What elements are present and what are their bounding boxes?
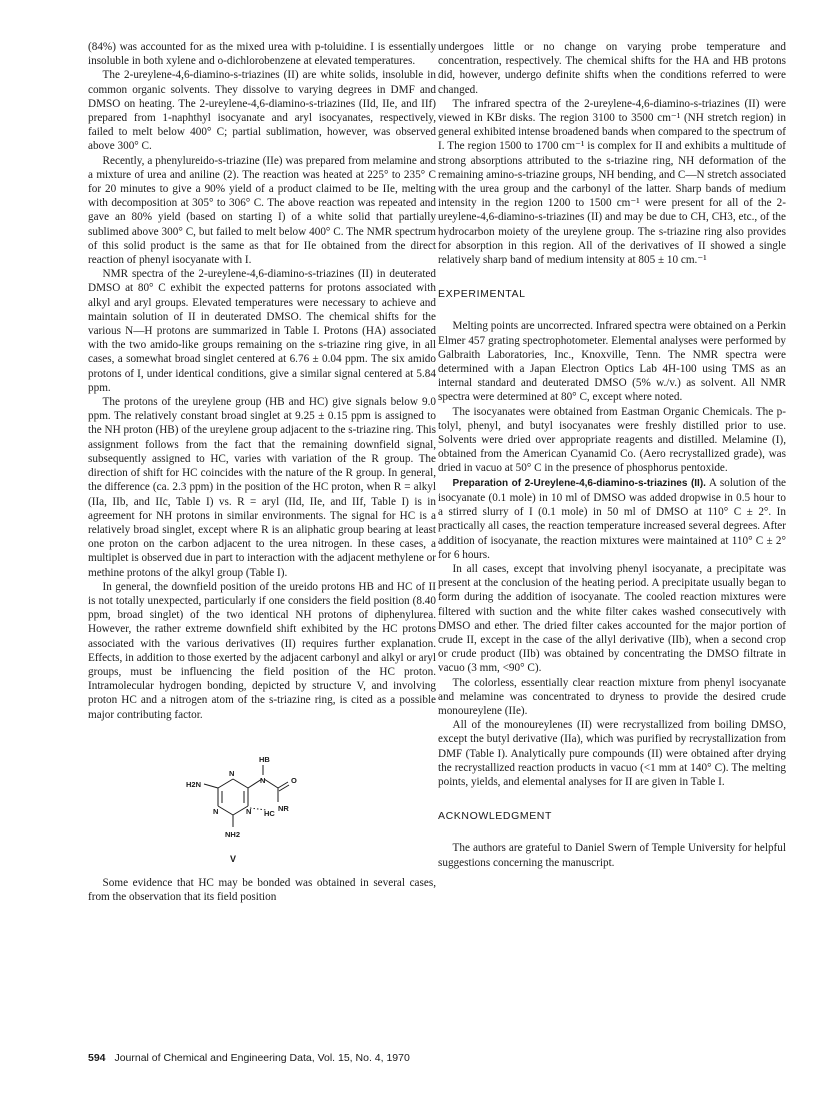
atom-n: N <box>260 775 266 785</box>
paragraph: Some evidence that HC may be bonded was obtained in several cases, from the observation that its field position <box>88 876 436 903</box>
paragraph: The authors are grateful to Daniel Swern of Temple University for helpful suggestions concerning the manuscript. <box>438 842 786 869</box>
atom-n: N <box>229 768 235 778</box>
page-number: 594 <box>88 1052 106 1064</box>
atom-hb: HB <box>259 754 270 764</box>
paragraph <box>438 476 786 562</box>
run-in-heading: Preparation of 2-Ureylene-4,6-diamino-s-triazines (II). <box>452 477 706 489</box>
paragraph: The colorless, essentially clear reaction mixture from phenyl isocyanate and melamine was concentrated to dryness to provide the desired crude monoureylene (IIe). <box>438 676 786 717</box>
bond-line <box>278 782 288 788</box>
bond-line <box>218 806 233 815</box>
bond-line <box>204 784 218 788</box>
paragraph-text: A solution of the isocyanate (0.1 mole) in 10 ml of DMSO was added dropwise in 0.5 hour to a stirred slurry of I (0.1 mole) in 50 ml of DMSO at 110° C ± 2°. In practically all cases, the reaction temperature increased several degrees. After addition of isocyanate, the reaction mixtures were maintained at 110° C ± 2° for 6 hours. <box>438 476 786 561</box>
atom-n: N <box>246 806 252 816</box>
atom-nh2: NH2 <box>225 829 241 839</box>
page-footer <box>88 1052 410 1064</box>
journal-citation: Journal of Chemical and Engineering Data, Vol. 15, No. 4, 1970 <box>114 1052 410 1064</box>
atom-h2n: H2N <box>186 779 202 789</box>
bond-line <box>233 779 248 788</box>
paragraph: The protons of the ureylene group (HB and HC) give signals below 9.0 ppm. The relatively constant broad singlet at 9.25 ± 0.15 ppm is assigned to the NH proton (HB) of the ureylene group adjacent to the s-triazine ring. This assignment follows from the fact that the remaining downfield signal, subsequently assigned to HC, varies with variation of the R group. The direction of shift for HC coincides with the nature of the R group. In general, the difference (ca. 2.3 ppm) in the position of the HC proton, when R = alkyl (IIa, IIb, and IIc, Table I) vs. R = aryl (IId, IIe, and IIf, Table I) is in agreement for NH protons in similar environments. The signal for HC is a relatively broad singlet, except where R is an aliphatic group bearing at least one proton on the carbon adjacent to the urea nitrogen. In these cases, a multiplet is observed due in part to interaction with the adjacent methylene or methine protons of the alkyl group (Table I). <box>88 396 436 579</box>
bond-line <box>218 779 233 788</box>
bond-line <box>264 779 278 788</box>
right-column <box>438 40 786 870</box>
structure-label: V <box>230 853 237 864</box>
paragraph: NMR spectra of the 2-ureylene-4,6-diamino-s-triazines (II) in deuterated DMSO at 80° C exhibit the expected patterns for protons associated with alkyl and aryl groups. Elevated temperatures were necessary to achieve and maintain solution of II in deuterated DMSO. The chemical shifts for the various N—H protons are summarized in Table I. Protons (HA) associated with the two amido-like groups remaining on the s-triazine ring give, in all cases, a somewhat broad singlet centered at 6.76 ± 0.04 ppm. The six amido protons of I, under identical conditions, give a similar signal centered at 5.84 ppm. <box>88 268 436 394</box>
paragraph: The infrared spectra of the 2-ureylene-4,6-diamino-s-triazines (II) were viewed in KBr disks. The region 3100 to 3500 cm⁻¹ (NH stretch region) in general exhibited intense broadened bands when compared to the spectrum of I. The region 1500 to 1700 cm⁻¹ is complex for II and exhibits a multitude of strong absorptions attributed to the s-triazine ring, NH deformation of the remaining amino-s-triazine groups, NH bending, and C—N stretch associated with the urea group and the carbonyl of the latter. Sharp bands of medium intensity in the region 1200 to 1500 cm⁻¹ were present for all of the 2-ureylene-4,6-diamino-s-triazines (II) and may be due to CH, CH3, etc., of the hydrocarbon moiety of the ureylene group. The s-triazine ring also provides for absorption in this region. All of the derivatives of II showed a single relatively sharp band of medium intensity at 805 ± 10 cm.⁻¹ <box>438 97 786 267</box>
chemical-structure-v <box>88 736 436 868</box>
paragraph: The 2-ureylene-4,6-diamino-s-triazines (II) are white solids, insoluble in common organic solvents. They dissolve to varying degrees in DMF and DMSO on heating. The 2-ureylene-4,6-diamino-s-triazines (IId, IIe, and IIf) prepared from 1-naphthyl isocyanate and aryl isocyanates, respectively, failed to melt below 400° C; partial sublimation, however, was observed above 300° C. <box>88 69 436 153</box>
left-column <box>88 40 436 904</box>
atom-nr: NR <box>278 803 289 813</box>
experimental-heading: EXPERIMENTAL <box>438 288 526 301</box>
atom-o: O <box>291 775 297 785</box>
atom-hc: HC <box>264 808 275 818</box>
paragraph: (84%) was accounted for as the mixed urea with p-toluidine. I is essentially insoluble in both xylene and o-dichlorobenzene at elevated temperatures. <box>88 41 436 68</box>
paragraph: Melting points are uncorrected. Infrared spectra were obtained on a Perkin Elmer 457 grating spectrophotometer. Elemental analyses were performed by Galbraith Laboratories, Inc., Knoxville, Tenn. The NMR spectra were determined with a Japan Electron Optics Lab 4H-100 using TMS as an internal standard and deuterated DMSO (5% w./v.) as solvent. All NMR spectra were determined at 80° C, except where noted. <box>438 320 786 404</box>
paragraph: Recently, a phenylureido-s-triazine (IIe) was prepared from melamine and a mixture of urea and aniline (2). The reaction was heated at 225° to 235° C for 20 minutes to give a 90% yield of a product claimed to be IIe, melting with decomposition at 305° to 306° C. The above reaction was repeated and gave an 80% yield (based on starting I) of a white solid that partially sublimed above 300° C, but failed to melt below 400° C. The NMR spectrum of this solid product is the same as that for IIe obtained from the direct reaction of phenyl isocyanate with I. <box>88 154 436 267</box>
atom-n: N <box>213 806 219 816</box>
paragraph: The isocyanates were obtained from Eastman Organic Chemicals. The p-tolyl, phenyl, and butyl isocyanates were freshly distilled prior to use. Solvents were dried over appropriate reagents and distilled. Melamine (I), obtained from the American Cyanamid Co. (Aero recrystallized grade), was dried in vacuo at 50° C in the presence of phosphorus pentoxide. <box>438 405 786 475</box>
structure-drawing <box>88 736 436 868</box>
paragraph: In all cases, except that involving phenyl isocyanate, a precipitate was present at the conclusion of the heating period. A precipitate usually began to form during the addition of isocyanate. The cooled reaction mixtures were filtered with suction and the white filter cakes washed consecutively with DMSO and ether. The dried filter cakes accounted for the major portion of crude II, except in the case of the allyl derivative (IIb), when a second crop or crude product (IIb) was obtained by concentrating the DMSO filtrate in vacuo (3 mm, <90° C). <box>438 562 786 675</box>
paragraph: In general, the downfield position of the ureido protons HB and HC of II is not totally unexpected, particularly if one considers the field position (8.40 ppm, broad singlet) of the two identical NH protons of diphenylurea. However, the rather extreme downfield shift exhibited by the HC protons associated with the various derivatives (II) requires further explanation. Effects, in addition to those exerted by the adjacent carbonyl and alkyl or aryl groups, must be influencing the field position of the HC proton. Intramolecular hydrogen bonding, depicted by structure V, and involving proton HC and a nitrogen atom of the s-triazine ring, is cited as a possible major contributing factor. <box>88 580 436 721</box>
paragraph: undergoes little or no change on varying probe temperature and concentration, respectively. The chemical shifts for the HA and HB protons did, however, undergo definite shifts when the conditions referred to were changed. <box>438 41 786 96</box>
acknowledgment-heading: ACKNOWLEDGMENT <box>438 810 552 823</box>
paragraph: All of the monoureylenes (II) were recrystallized from boiling DMSO, except the butyl derivative (IIa), which was purified by recrystallization from DMF (Table I). Analytically pure compounds (II) were obtained after drying the recrystallized reaction products in vacuo (<1 mm at 140° C). The melting points, yields, and elemental analyses for II are given in Table I. <box>438 719 786 788</box>
bond-line <box>279 785 289 791</box>
